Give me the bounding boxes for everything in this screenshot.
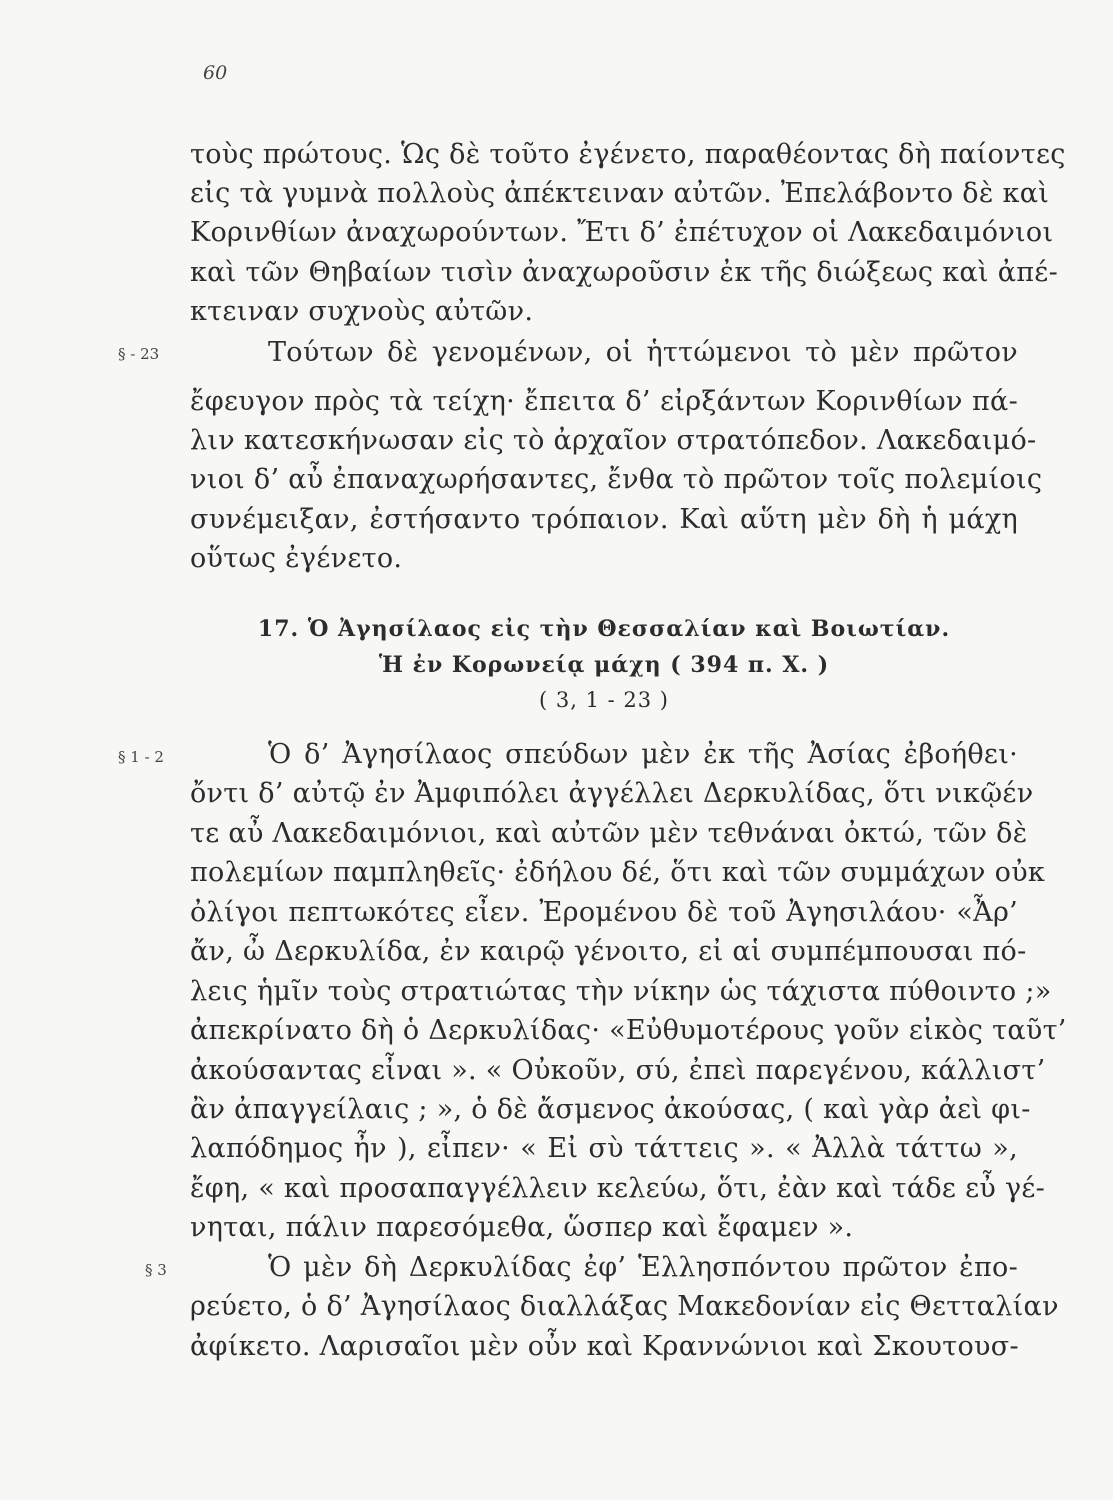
text-line: ὄντι δ’ αὐτῷ ἐν Ἀμφιπόλει ἀγγέλλει Δερκυλίδας, ὅτι νικῷέν (190, 778, 1034, 809)
text-line: ἔφη, « καὶ προσαπαγγέλλειν κελεύω, ὅτι, ἐὰν καὶ τάδε εὖ γέ- (190, 1173, 1046, 1204)
text-line: ὀλίγοι πεπτωκότες εἶεν. Ἐρομένου δὲ τοῦ Ἀγησιλάου· «Ἆρ’ (190, 897, 1018, 928)
text-line: καὶ τῶν Θηβαίων τισὶν ἀναχωροῦσιν ἐκ τῆς διώξεως καὶ ἀπέ- (190, 257, 1058, 288)
text-line: τοὺς πρώτους. Ὡς δὲ τοῦτο ἐγένετο, παραθέοντας δὴ παίοντες (190, 139, 1066, 170)
text-line: νηται, πάλιν παρεσόμεθα, ὥσπερ καὶ ἔφαμεν ». (190, 1212, 854, 1243)
text-line: λαπόδημος ἦν ), εἶπεν· « Εἰ σὺ τάττεις ». « Ἀλλὰ τάττω », (190, 1133, 1018, 1164)
text-line: κτειναν συχνοὺς αὐτῶν. (190, 296, 534, 327)
text-line: εἰς τὰ γυμνὰ πολλοὺς ἀπέκτειναν αὐτῶν. Ἐπελάβοντο δὲ καὶ (190, 178, 1050, 209)
text-line: Ὁ μὲν δὴ Δερκυλίδας ἐφ’ Ἑλλησπόντου πρῶτον ἐπο- (268, 1252, 1018, 1283)
text-line: πολεμίων παμπληθεῖς· ἐδήλου δέ, ὅτι καὶ τῶν συμμάχων οὐκ (190, 857, 1046, 888)
text-line: ἀφίκετο. Λαρισαῖοι μὲν οὖν καὶ Κραννώνιοι καὶ Σκουτουσ- (190, 1331, 1019, 1362)
margin-section-ref: § 1 - 2 (118, 748, 164, 766)
text-line: λιν κατεσκήνωσαν εἰς τὸ ἀρχαῖον στρατόπεδον. Λακεδαιμό- (190, 425, 1037, 456)
text-line: νιοι δ’ αὖ ἐπαναχωρήσαντες, ἔνθα τὸ πρῶτον τοῖς πολεμίοις (190, 464, 1043, 495)
margin-section-ref: § 3 (145, 1261, 167, 1279)
margin-section-ref: § - 23 (118, 345, 160, 363)
chapter-source-ref: ( 3, 1 - 23 ) (539, 688, 669, 712)
chapter-heading: 17. Ὁ Ἀγησίλαος εἰς τὴν Θεσσαλίαν καὶ Βοιωτίαν. (257, 616, 951, 642)
text-line: λεις ἡμῖν τοὺς στρατιώτας τὴν νίκην ὡς τάχιστα πύθοιντο ;» (190, 976, 1052, 1007)
text-line: Τούτων δὲ γενομένων, οἱ ἡττώμενοι τὸ μὲν πρῶτον (268, 337, 1018, 368)
text-line: Κορινθίων ἀναχωρούντων. Ἔτι δ’ ἐπέτυχον οἱ Λακεδαιμόνιοι (190, 217, 1054, 248)
text-line: ἔφευγον πρὸς τὰ τείχη· ἔπειτα δ’ εἰρξάντων Κορινθίων πά- (190, 386, 1018, 417)
chapter-subheading: Ἡ ἐν Κορωνείᾳ μάχη ( 394 π. Χ. ) (378, 652, 830, 678)
text-line: Ὁ δ’ Ἀγησίλαος σπεύδων μὲν ἐκ τῆς Ἀσίας ἐβοήθει· (268, 739, 1018, 770)
text-line: ἄν, ὦ Δερκυλίδα, ἐν καιρῷ γένοιτο, εἰ αἱ συμπέμπουσαι πό- (190, 936, 1027, 967)
text-line: συνέμειξαν, ἐστήσαντο τρόπαιον. Καὶ αὕτη μὲν δὴ ἡ μάχη (190, 504, 1018, 535)
page-number: 60 (203, 62, 228, 84)
text-line: ρεύετο, ὁ δ’ Ἀγησίλαος διαλλάξας Μακεδονίαν εἰς Θετταλίαν (190, 1291, 1059, 1322)
text-line: οὕτως ἐγένετο. (190, 543, 403, 574)
text-line: τε αὖ Λακεδαιμόνιοι, καὶ αὐτῶν μὲν τεθνάναι ὀκτώ, τῶν δὲ (190, 818, 1028, 849)
text-line: ἀπεκρίνατο δὴ ὁ Δερκυλίδας· «Εὐθυμοτέρους γοῦν εἰκὸς ταῦτ’ (190, 1015, 1067, 1046)
text-line: ἂν ἀπαγγείλαις ; », ὁ δὲ ἄσμενος ἀκούσας, ( καὶ γὰρ ἀεὶ φι- (190, 1094, 1031, 1125)
text-line: ἀκούσαντας εἶναι ». « Οὐκοῦν, σύ, ἐπεὶ παρεγένου, κάλλιστ’ (190, 1055, 1046, 1086)
